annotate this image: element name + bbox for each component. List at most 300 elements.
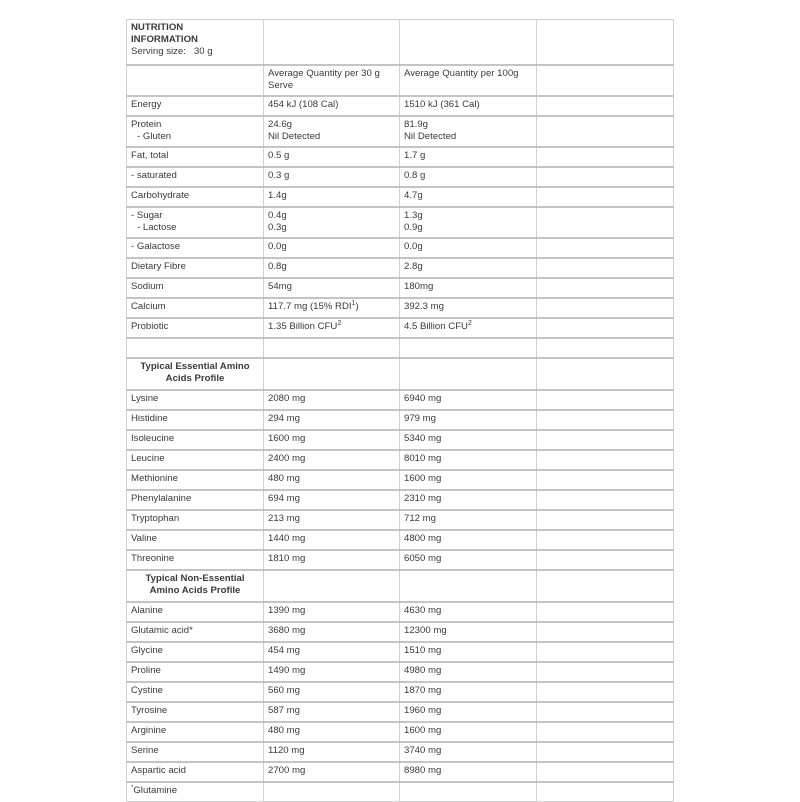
value-text: 1600 mg — [404, 473, 442, 484]
title-row — [127, 20, 674, 66]
value-text: 117.7 mg (15% RDI — [268, 301, 352, 312]
serving-value: 30 g — [193, 46, 213, 57]
nutrient-per-100g — [400, 96, 537, 116]
value-text: 0.3g — [268, 222, 287, 233]
value-text: 480 mg — [268, 725, 300, 736]
nutrient-name — [127, 318, 264, 338]
amino-acid-per-100g-line — [404, 473, 532, 485]
amino-acid-per-100g — [400, 530, 537, 550]
nutrient-name — [127, 207, 264, 238]
value-text: Tyrosine — [131, 705, 168, 716]
value-text: - Galactose — [131, 241, 181, 252]
nutrient-per-100g — [400, 147, 537, 167]
value-text: Alanine — [131, 605, 164, 616]
value-text: 2700 mg — [268, 765, 306, 776]
amino-acid-name-line — [131, 605, 259, 617]
amino-acid-name — [127, 662, 264, 682]
amino-acid-row — [127, 722, 674, 742]
nutrient-per-100g — [400, 298, 537, 318]
value-text: Nil Detected — [268, 131, 321, 142]
amino-acid-per-serve — [264, 390, 400, 410]
amino-acid-name — [127, 430, 264, 450]
empty-cell — [537, 550, 674, 570]
amino-acid-per-serve-line — [268, 665, 395, 677]
value-text: Lysine — [131, 393, 159, 404]
amino-acid-per-serve-line — [268, 473, 395, 485]
amino-acid-per-serve-line — [268, 413, 395, 425]
nutrient-name-line — [131, 281, 259, 293]
nutrient-per-serve — [264, 116, 400, 147]
amino-acid-row — [127, 430, 674, 450]
amino-acid-per-100g-line — [404, 665, 532, 677]
amino-acid-name — [127, 410, 264, 430]
value-text: Nil Detected — [404, 131, 457, 142]
nutrient-per-serve-line — [268, 222, 395, 234]
nutrient-per-100g-line — [404, 99, 532, 111]
amino-acid-per-serve-line — [268, 533, 395, 545]
amino-acid-per-serve — [264, 742, 400, 762]
value-text: 0.4g — [268, 210, 287, 221]
nutrient-per-serve-line — [268, 99, 395, 111]
column-header-row — [127, 65, 674, 96]
value-text: 712 mg — [404, 513, 436, 524]
section-title-line: Amino Acids Profile — [149, 585, 241, 596]
amino-acid-per-100g-line — [404, 605, 532, 617]
amino-acid-name — [127, 390, 264, 410]
nutrient-name — [127, 258, 264, 278]
nutrient-name-line — [131, 210, 259, 222]
amino-acid-name — [127, 682, 264, 702]
spacer-row — [127, 338, 674, 358]
empty-cell — [264, 358, 400, 390]
amino-acid-per-100g — [400, 642, 537, 662]
nutrient-row — [127, 167, 674, 187]
nutrient-per-serve — [264, 207, 400, 238]
column-header-per-serve: Average Quantity per 30 g Serve — [264, 65, 400, 96]
amino-acid-per-serve — [264, 450, 400, 470]
value-text: 6940 mg — [404, 393, 442, 404]
empty-cell — [537, 278, 674, 298]
empty-cell — [127, 65, 264, 96]
nutrient-per-serve-line — [268, 261, 395, 273]
amino-acid-name — [127, 642, 264, 662]
amino-acid-row — [127, 450, 674, 470]
amino-acid-row — [127, 642, 674, 662]
amino-acid-per-100g-line — [404, 393, 532, 405]
nutrient-per-100g-line — [404, 119, 532, 131]
amino-acid-per-serve — [264, 642, 400, 662]
empty-cell — [537, 722, 674, 742]
amino-acid-row — [127, 550, 674, 570]
empty-cell — [537, 207, 674, 238]
amino-acid-per-serve — [264, 722, 400, 742]
nutrient-per-serve — [264, 318, 400, 338]
value-text: Serine — [131, 745, 159, 756]
nutrient-per-100g — [400, 258, 537, 278]
value-text: 1490 mg — [268, 665, 306, 676]
value-text: 454 kJ (108 Cal) — [268, 99, 339, 110]
amino-acid-name — [127, 550, 264, 570]
nutrient-per-100g-line — [404, 131, 532, 143]
amino-acid-per-serve — [264, 682, 400, 702]
value-text: Aspartic acid — [131, 765, 186, 776]
amino-acid-per-serve — [264, 762, 400, 782]
empty-cell — [537, 96, 674, 116]
amino-acid-row — [127, 682, 674, 702]
empty-cell — [264, 782, 400, 802]
value-text: 0.8g — [268, 261, 287, 272]
value-text: - Sugar — [131, 210, 163, 221]
amino-acid-row — [127, 390, 674, 410]
amino-acid-per-100g-line — [404, 705, 532, 717]
amino-acid-row — [127, 702, 674, 722]
value-text: Methionine — [131, 473, 178, 484]
nutrient-name — [127, 116, 264, 147]
empty-cell — [537, 782, 674, 802]
empty-cell — [537, 187, 674, 207]
nutrient-per-serve — [264, 298, 400, 318]
amino-acid-per-100g-line — [404, 433, 532, 445]
nutrient-per-serve — [264, 147, 400, 167]
amino-acid-per-serve-line — [268, 453, 395, 465]
amino-acid-name — [127, 490, 264, 510]
nutrient-name-line — [131, 150, 259, 162]
amino-acid-per-serve — [264, 530, 400, 550]
amino-acid-per-serve-line — [268, 685, 395, 697]
amino-acid-name — [127, 762, 264, 782]
nutrient-name-line — [131, 261, 259, 273]
empty-cell — [400, 338, 537, 358]
value-text: Dietary Fibre — [131, 261, 186, 272]
empty-cell — [537, 450, 674, 470]
title-line-1: NUTRITION — [131, 22, 184, 33]
nutrient-per-100g-line — [404, 321, 532, 333]
nutrient-name — [127, 147, 264, 167]
nutrient-per-serve-line — [268, 241, 395, 253]
footnote — [127, 782, 264, 802]
value-text: 1390 mg — [268, 605, 306, 616]
empty-cell — [537, 642, 674, 662]
nutrient-row — [127, 207, 674, 238]
section-title-line: Typical Non-Essential — [145, 573, 245, 584]
value-text: Fat, total — [131, 150, 169, 161]
value-text: Sodium — [131, 281, 164, 292]
amino-acid-per-100g — [400, 622, 537, 642]
value-text: 0.5 g — [268, 150, 290, 161]
empty-cell — [537, 602, 674, 622]
amino-acid-per-100g — [400, 550, 537, 570]
amino-acid-name-line — [131, 413, 259, 425]
amino-acid-per-serve-line — [268, 433, 395, 445]
amino-acid-row — [127, 622, 674, 642]
value-text: 1.7 g — [404, 150, 426, 161]
amino-acid-per-serve — [264, 622, 400, 642]
amino-acid-per-serve — [264, 490, 400, 510]
value-text: 8010 mg — [404, 453, 442, 464]
value-text: 4.5 Billion CFU — [404, 321, 468, 332]
amino-acid-per-100g-line — [404, 685, 532, 697]
value-text: 8980 mg — [404, 765, 442, 776]
empty-cell — [537, 298, 674, 318]
footnote-ref: 1 — [351, 299, 356, 307]
footnote-marker: * — [131, 784, 134, 791]
footnote-ref: 2 — [337, 319, 342, 327]
empty-cell — [537, 662, 674, 682]
amino-acid-per-100g-line — [404, 553, 532, 565]
amino-acid-per-100g — [400, 390, 537, 410]
value-text: 1810 mg — [268, 553, 306, 564]
nutrient-per-serve-line — [268, 150, 395, 162]
value-text: 392.3 mg — [404, 301, 445, 312]
nutrient-per-100g — [400, 116, 537, 147]
value-text: 1960 mg — [404, 705, 442, 716]
nutrient-per-100g — [400, 238, 537, 258]
empty-cell — [537, 530, 674, 550]
amino-acid-name — [127, 722, 264, 742]
empty-cell — [264, 20, 400, 66]
nutrient-row — [127, 147, 674, 167]
value-text: Histidine — [131, 413, 168, 424]
amino-acid-per-serve-line — [268, 393, 395, 405]
value-text: Arginine — [131, 725, 167, 736]
amino-acid-name-line — [131, 705, 259, 717]
nutrient-name-line — [131, 241, 259, 253]
nutrient-per-serve-line — [268, 119, 395, 131]
value-text: 694 mg — [268, 493, 300, 504]
value-text: 587 mg — [268, 705, 300, 716]
amino-acid-per-serve-line — [268, 765, 395, 777]
empty-cell — [537, 410, 674, 430]
amino-acid-per-100g — [400, 430, 537, 450]
nutrient-row — [127, 318, 674, 338]
amino-acid-per-serve-line — [268, 705, 395, 717]
nutrient-name — [127, 167, 264, 187]
nutrient-row — [127, 278, 674, 298]
nutrient-per-100g-line — [404, 301, 532, 313]
amino-acid-name — [127, 622, 264, 642]
value-text: 1600 mg — [404, 725, 442, 736]
nutrient-per-serve-line — [268, 281, 395, 293]
amino-acid-per-100g-line — [404, 453, 532, 465]
value-text: Glycine — [131, 645, 163, 656]
nutrient-name-line — [131, 131, 259, 143]
nutrient-per-serve — [264, 96, 400, 116]
empty-cell — [537, 470, 674, 490]
value-text: 3680 mg — [268, 625, 306, 636]
amino-acid-per-serve — [264, 662, 400, 682]
title-line-2: INFORMATION — [131, 34, 198, 45]
amino-acid-name-line — [131, 513, 259, 525]
empty-cell — [537, 238, 674, 258]
amino-acid-per-serve — [264, 510, 400, 530]
value-text: Glutamic acid* — [131, 625, 193, 636]
value-text: 1510 kJ (361 Cal) — [404, 99, 480, 110]
amino-acid-per-serve-line — [268, 493, 395, 505]
amino-acid-per-serve — [264, 702, 400, 722]
nutrient-name-line — [131, 301, 259, 313]
amino-acid-name-line — [131, 453, 259, 465]
nutrient-name-line — [131, 170, 259, 182]
table-title-cell — [127, 20, 264, 66]
value-text: Proline — [131, 665, 161, 676]
amino-acid-name-line — [131, 745, 259, 757]
nutrient-row — [127, 187, 674, 207]
nutrient-per-serve-line — [268, 301, 395, 313]
serving-label: Serving size: — [131, 46, 186, 57]
amino-acid-name-line — [131, 685, 259, 697]
amino-acid-row — [127, 490, 674, 510]
value-text: Valine — [131, 533, 157, 544]
amino-acid-per-100g-line — [404, 533, 532, 545]
empty-cell — [537, 147, 674, 167]
amino-acid-per-100g — [400, 702, 537, 722]
empty-cell — [537, 762, 674, 782]
amino-acid-name-line — [131, 493, 259, 505]
amino-acid-name — [127, 702, 264, 722]
amino-acid-per-100g — [400, 722, 537, 742]
value-text: 0.0g — [404, 241, 423, 252]
amino-acid-name-line — [131, 473, 259, 485]
amino-acid-row — [127, 510, 674, 530]
empty-cell — [537, 338, 674, 358]
value-text: Isoleucine — [131, 433, 175, 444]
nutrient-per-100g-line — [404, 281, 532, 293]
empty-cell — [537, 65, 674, 96]
value-text: 1120 mg — [268, 745, 305, 756]
amino-acid-per-serve — [264, 602, 400, 622]
amino-acid-per-100g — [400, 450, 537, 470]
nutrient-row — [127, 238, 674, 258]
nutrient-per-100g-line — [404, 170, 532, 182]
nutrient-per-serve-line — [268, 170, 395, 182]
value-text: 5340 mg — [404, 433, 442, 444]
nutrient-name — [127, 278, 264, 298]
amino-acid-per-serve-line — [268, 745, 395, 757]
empty-cell — [537, 742, 674, 762]
empty-cell — [264, 570, 400, 602]
value-text: 0.3 g — [268, 170, 290, 181]
nutrient-per-serve — [264, 278, 400, 298]
value-text: 0.9g — [404, 222, 423, 233]
value-text: Cystine — [131, 685, 163, 696]
amino-acid-per-serve-line — [268, 645, 395, 657]
value-text: 180mg — [404, 281, 434, 292]
amino-acid-row — [127, 470, 674, 490]
amino-acid-row — [127, 762, 674, 782]
nutrient-per-serve-line — [268, 210, 395, 222]
empty-cell — [537, 682, 674, 702]
value-text: 294 mg — [268, 413, 300, 424]
value-text: 213 mg — [268, 513, 300, 524]
empty-cell — [537, 390, 674, 410]
amino-acid-per-serve — [264, 410, 400, 430]
amino-acid-per-100g-line — [404, 493, 532, 505]
value-text: 2.8g — [404, 261, 423, 272]
nutrient-per-100g — [400, 318, 537, 338]
footnote-text: Glutamine — [133, 785, 178, 796]
empty-cell — [537, 116, 674, 147]
amino-acid-name — [127, 602, 264, 622]
amino-acid-row — [127, 410, 674, 430]
section-title-line: Typical Essential Amino — [140, 361, 250, 372]
value-text: Tryptophan — [131, 513, 180, 524]
value-text: 4800 mg — [404, 533, 442, 544]
nutrient-row — [127, 298, 674, 318]
nutrient-name-line — [131, 99, 259, 111]
nutrient-name-line — [131, 190, 259, 202]
nutrient-per-serve-line — [268, 190, 395, 202]
nutrient-row — [127, 96, 674, 116]
amino-acid-per-100g-line — [404, 725, 532, 737]
amino-acid-name — [127, 510, 264, 530]
amino-acid-per-100g — [400, 470, 537, 490]
amino-acid-per-serve-line — [268, 513, 395, 525]
empty-cell — [400, 358, 537, 390]
value-text: 1.3g — [404, 210, 423, 221]
amino-acid-name-line — [131, 725, 259, 737]
amino-acid-row — [127, 662, 674, 682]
section-title-line: Acids Profile — [165, 373, 225, 384]
amino-acid-per-serve-line — [268, 725, 395, 737]
empty-cell — [127, 338, 264, 358]
amino-acid-per-100g — [400, 510, 537, 530]
nutrient-per-100g-line — [404, 210, 532, 222]
nutrient-name-line — [131, 321, 259, 333]
value-text: Carbohydrate — [131, 190, 190, 201]
nutrient-per-100g-line — [404, 190, 532, 202]
amino-acid-name-line — [131, 553, 259, 565]
empty-cell — [537, 702, 674, 722]
column-header-per-100g: Average Quantity per 100g — [400, 65, 537, 96]
nutrient-name-line — [131, 119, 259, 131]
value-text: 6050 mg — [404, 553, 442, 564]
value-text: 54mg — [268, 281, 292, 292]
value-text: 1600 mg — [268, 433, 306, 444]
footnote-ref: 2 — [467, 319, 472, 327]
value-text: Phenylalanine — [131, 493, 192, 504]
amino-acid-per-100g-line — [404, 765, 532, 777]
value-tail: ) — [355, 301, 359, 312]
amino-acid-name-line — [131, 765, 259, 777]
empty-cell — [537, 510, 674, 530]
value-text: 4630 mg — [404, 605, 442, 616]
amino-acid-per-100g — [400, 602, 537, 622]
nutrient-per-100g — [400, 278, 537, 298]
value-text: 3740 mg — [404, 745, 442, 756]
nutrient-row — [127, 258, 674, 278]
amino-acid-per-100g-line — [404, 413, 532, 425]
footnote-row — [127, 782, 674, 802]
value-text: 560 mg — [268, 685, 300, 696]
nutrient-per-serve — [264, 187, 400, 207]
amino-acid-per-100g-line — [404, 645, 532, 657]
value-text: 0.0g — [268, 241, 287, 252]
nutrient-per-serve-line — [268, 321, 395, 333]
empty-cell — [537, 570, 674, 602]
value-text: 24.6g — [268, 119, 293, 130]
value-text: Threonine — [131, 553, 175, 564]
value-text: - Gluten — [137, 131, 172, 142]
empty-cell — [537, 430, 674, 450]
non-essential-amino-acids-title — [127, 570, 264, 602]
value-text: 4.7g — [404, 190, 423, 201]
value-text: 2080 mg — [268, 393, 306, 404]
value-text: 4980 mg — [404, 665, 442, 676]
nutrient-name — [127, 238, 264, 258]
amino-acid-per-100g-line — [404, 625, 532, 637]
value-text: Energy — [131, 99, 162, 110]
empty-cell — [400, 782, 537, 802]
